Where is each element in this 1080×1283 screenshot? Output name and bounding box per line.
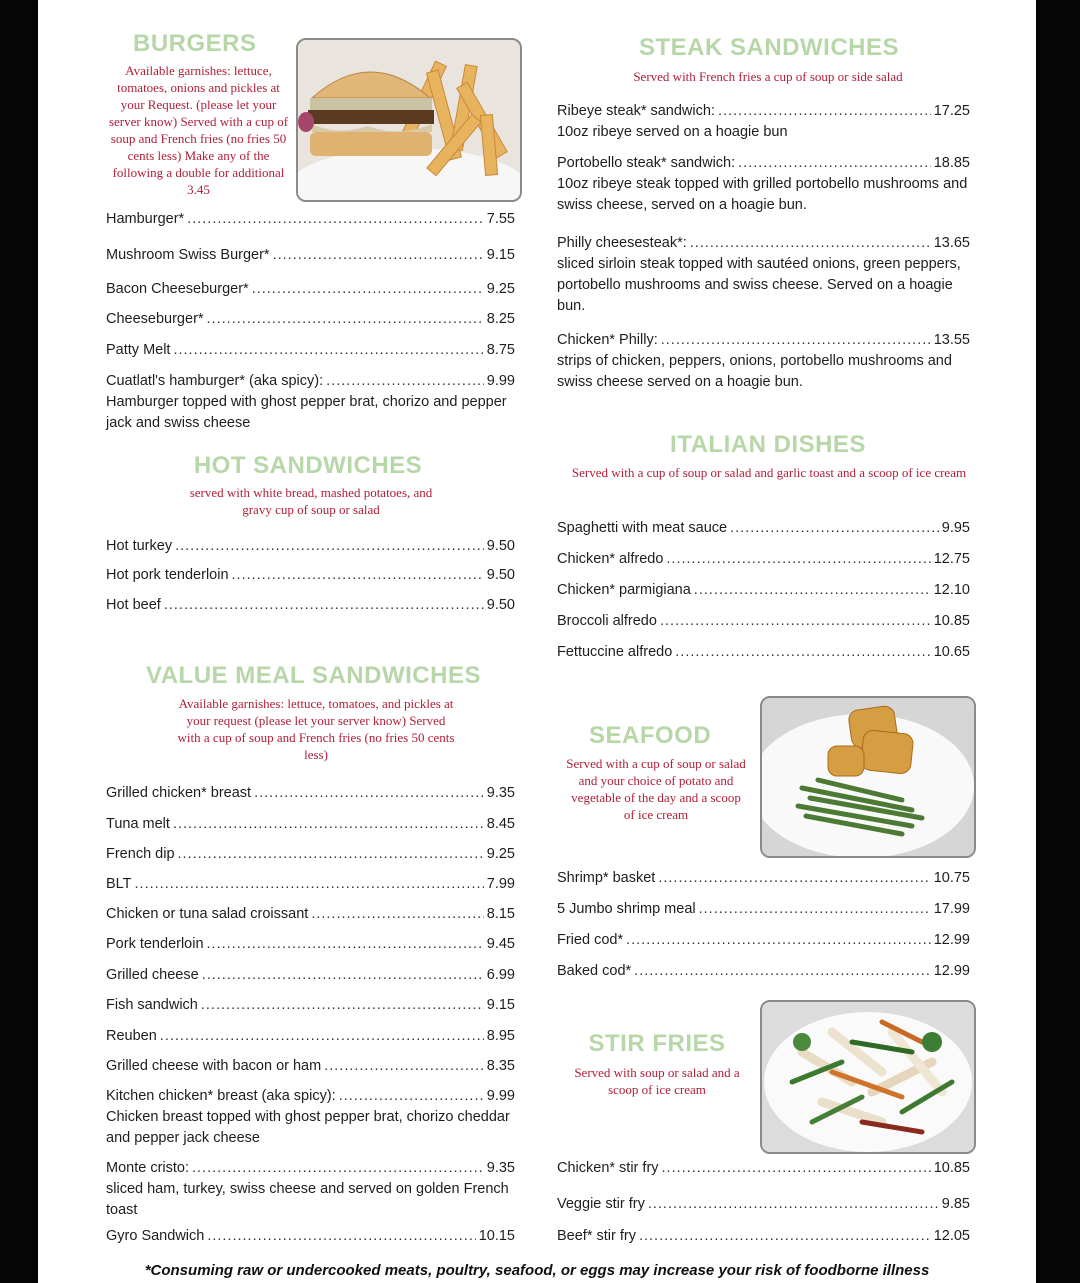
leader-dots [660,613,931,629]
leader-dots [252,281,484,297]
leader-dots [207,936,484,952]
menu-item-row [106,1228,515,1244]
menu-item-name: Chicken* stir fry [557,1160,659,1176]
menu-item-price: 10.75 [933,870,970,886]
menu-item-price: 13.65 [933,235,970,251]
menu-item-name: Veggie stir fry [557,1196,645,1212]
menu-item-price: 18.85 [933,155,970,171]
menu-item-price: 17.25 [933,103,970,119]
menu-item-name: Chicken or tuna salad croissant [106,906,309,922]
menu-item-name: Bacon Cheeseburger* [106,281,249,297]
menu-item-name: BLT [106,876,132,892]
menu-item-row [106,967,515,983]
menu-item-name: Grilled chicken* breast [106,785,252,801]
menu-item-description: sliced sirloin steak topped with sautéed onions, green peppers, portobello mushrooms and swiss cheese. Served on a hoagie bun. [557,256,961,314]
menu-item-row [106,997,515,1013]
value-meal-heading: VALUE MEAL SANDWICHES [146,662,481,689]
leader-dots [690,235,931,251]
menu-item-price: 8.95 [486,1028,515,1044]
menu-item-price: 10.85 [933,1160,970,1176]
menu-item-name: Chicken* parmigiana [557,582,691,598]
menu-item-price: 9.25 [486,281,515,297]
menu-item-name: Cheeseburger* [106,311,204,327]
menu-item-name: Hot beef [106,597,161,613]
menu-item-row [106,936,515,952]
menu-item-price: 8.45 [486,816,515,832]
menu-item-row [106,211,515,227]
menu-item-row [557,155,970,171]
menu-item-name: Fish sandwich [106,997,198,1013]
menu-item-price: 9.50 [486,567,515,583]
burgers-heading: BURGERS [133,30,257,57]
menu-item-price: 7.99 [486,876,515,892]
menu-item-price: 10.65 [933,644,970,660]
menu-item-description: Hamburger topped with ghost pepper brat, chorizo and pepper jack and swiss cheese [106,394,507,431]
menu-item-price: 12.75 [933,551,970,567]
menu-item-row [557,520,970,536]
menu-item-row [106,846,515,862]
leader-dots [326,373,484,389]
menu-item-row [106,281,515,297]
leader-dots [699,901,931,917]
menu-item-price: 6.99 [486,967,515,983]
menu-item-name: 5 Jumbo shrimp meal [557,901,696,917]
menu-item-row [106,342,515,358]
menu-item-name: Spaghetti with meat sauce [557,520,728,536]
burger-photo [296,38,522,202]
menu-item-name: Tuna melt [106,816,170,832]
menu-item-price: 7.55 [486,211,515,227]
leader-dots [202,967,484,983]
menu-item-name: Portobello steak* sandwich: [557,155,736,171]
menu-item-row [106,1160,515,1176]
foodborne-disclaimer: *Consuming raw or undercooked meats, poultry, seafood, or eggs may increase your risk of foodborne illness [144,1262,930,1279]
menu-item-name: Patty Melt [106,342,171,358]
menu-item-name: Monte cristo: [106,1160,189,1176]
leader-dots [311,906,483,922]
menu-item-price: 9.45 [486,936,515,952]
menu-item-description: sliced ham, turkey, swiss cheese and served on golden French toast [106,1181,509,1218]
menu-item-description: 10oz ribeye steak topped with grilled portobello mushrooms and swiss cheese, served on a hoagie bun. [557,176,968,213]
menu-item-row [557,1160,970,1176]
menu-item-price: 8.25 [486,311,515,327]
menu-item-name: Hot turkey [106,538,173,554]
hot-sandwiches-note: served with white bread, mashed potatoes, and gravy cup of soup or salad [189,485,433,517]
menu-item-row [106,597,515,613]
menu-item-name: Broccoli alfredo [557,613,657,629]
menu-page [38,0,1036,1283]
leader-dots [662,1160,931,1176]
menu-item-row [557,932,970,948]
leader-dots [675,644,930,660]
menu-item-price: 12.99 [933,963,970,979]
stir-fries-note: Served with soup or salad and a scoop of ice cream [574,1065,740,1097]
burgers-note: Available garnishes: lettuce, tomatoes, onions and pickles at your Request. (please let your server know) Served with a cup of soup and French fries (no fries 50 cents less) Make any of the following a double for additional 3.45 [108,63,289,197]
menu-item-price: 12.10 [933,582,970,598]
italian-heading: ITALIAN DISHES [670,431,866,458]
menu-item-price: 8.35 [486,1058,515,1074]
menu-item-price: 12.99 [933,932,970,948]
menu-item-row [557,332,970,348]
menu-item-price: 9.99 [486,1088,515,1104]
leader-dots [207,311,484,327]
menu-item-row [106,373,515,389]
menu-item-row [106,247,515,263]
leader-dots [173,342,483,358]
leader-dots [273,247,484,263]
menu-item-name: Pork tenderloin [106,936,204,952]
menu-item-name: Chicken* Philly: [557,332,658,348]
seafood-heading: SEAFOOD [589,722,712,749]
leader-dots [339,1088,484,1104]
leader-dots [639,1228,931,1244]
leader-dots [187,211,484,227]
menu-item-row [557,235,970,251]
menu-item-row [106,906,515,922]
leader-dots [694,582,931,598]
menu-item-name: French dip [106,846,175,862]
menu-item-name: Philly cheesesteak*: [557,235,687,251]
leader-dots [160,1028,484,1044]
menu-item-price: 9.35 [486,1160,515,1176]
menu-item-price: 17.99 [933,901,970,917]
leader-dots [201,997,484,1013]
menu-item-price: 10.85 [933,613,970,629]
menu-item-name: Kitchen chicken* breast (aka spicy): [106,1088,336,1104]
menu-item-row [557,963,970,979]
menu-item-price: 9.25 [486,846,515,862]
menu-item-description: Chicken breast topped with ghost pepper brat, chorizo cheddar and pepper jack cheese [106,1109,510,1146]
menu-item-row [557,1196,970,1212]
menu-item-name: Reuben [106,1028,157,1044]
hot-sandwiches-heading: HOT SANDWICHES [193,452,423,479]
menu-item-row [106,1058,515,1074]
menu-item-row [557,551,970,567]
leader-dots [626,932,931,948]
menu-item-name: Gyro Sandwich [106,1228,205,1244]
menu-item-name: Grilled cheese [106,967,199,983]
menu-item-row [557,1228,970,1244]
menu-item-price: 9.85 [941,1196,970,1212]
menu-item-price: 12.05 [933,1228,970,1244]
leader-dots [232,567,484,583]
menu-item-name: Grilled cheese with bacon or ham [106,1058,322,1074]
steak-heading: STEAK SANDWICHES [638,34,899,61]
menu-item-row [106,538,515,554]
italian-note: Served with a cup of soup or salad and garlic toast and a scoop of ice cream [571,465,967,480]
leader-dots [178,846,484,862]
menu-item-row [106,876,515,892]
menu-item-price: 9.50 [486,538,515,554]
menu-item-row [557,901,970,917]
leader-dots [192,1160,484,1176]
menu-item-row [557,644,970,660]
leader-dots [738,155,931,171]
leader-dots [634,963,931,979]
leader-dots [135,876,484,892]
leader-dots [254,785,484,801]
menu-item-price: 9.15 [486,247,515,263]
menu-item-price: 9.50 [486,597,515,613]
menu-item-row [557,103,970,119]
stir-fry-photo [760,1000,976,1154]
menu-item-name: Shrimp* basket [557,870,656,886]
menu-item-description: strips of chicken, peppers, onions, portobello mushrooms and swiss cheese served on a hoagie bun. [557,353,952,390]
menu-item-price: 9.15 [486,997,515,1013]
menu-item-row [557,870,970,886]
menu-item-price: 9.95 [941,520,970,536]
leader-dots [173,816,484,832]
menu-item-name: Ribeye steak* sandwich: [557,103,715,119]
leader-dots [207,1228,475,1244]
menu-item-price: 8.15 [486,906,515,922]
leader-dots [175,538,484,554]
steak-note: Served with French fries a cup of soup or side salad [633,69,903,84]
leader-dots [324,1058,484,1074]
leader-dots [666,551,930,567]
value-meal-note: Available garnishes: lettuce, tomatoes, and pickles at your request (please let your server know) Served with a cup of soup and French fries (no fries 50 cents less) [177,696,455,762]
seafood-note: Served with a cup of soup or salad and your choice of potato and vegetable of the day and a scoop of ice cream [566,756,746,822]
menu-item-row [106,311,515,327]
menu-item-row [106,567,515,583]
menu-item-name: Chicken* alfredo [557,551,664,567]
menu-item-name: Fried cod* [557,932,624,948]
menu-item-price: 8.75 [486,342,515,358]
menu-item-name: Mushroom Swiss Burger* [106,247,270,263]
leader-dots [164,597,484,613]
leader-dots [658,870,930,886]
menu-item-name: Fettuccine alfredo [557,644,673,660]
menu-item-price: 9.35 [486,785,515,801]
menu-item-name: Hot pork tenderloin [106,567,229,583]
menu-item-price: 9.99 [486,373,515,389]
leader-dots [648,1196,939,1212]
menu-item-description: 10oz ribeye served on a hoagie bun [557,124,788,140]
menu-item-price: 10.15 [478,1228,515,1244]
menu-item-row [106,1088,515,1104]
menu-item-price: 13.55 [933,332,970,348]
menu-item-row [106,1028,515,1044]
menu-item-row [106,785,515,801]
seafood-photo [760,696,976,858]
menu-item-row [557,613,970,629]
stir-fries-heading: STIR FRIES [588,1030,726,1057]
menu-item-row [106,816,515,832]
menu-item-name: Beef* stir fry [557,1228,636,1244]
menu-item-name: Cuatlatl's hamburger* (aka spicy): [106,373,324,389]
menu-item-row [557,582,970,598]
menu-item-name: Baked cod* [557,963,632,979]
leader-dots [661,332,931,348]
menu-item-name: Hamburger* [106,211,185,227]
leader-dots [730,520,939,536]
leader-dots [718,103,931,119]
